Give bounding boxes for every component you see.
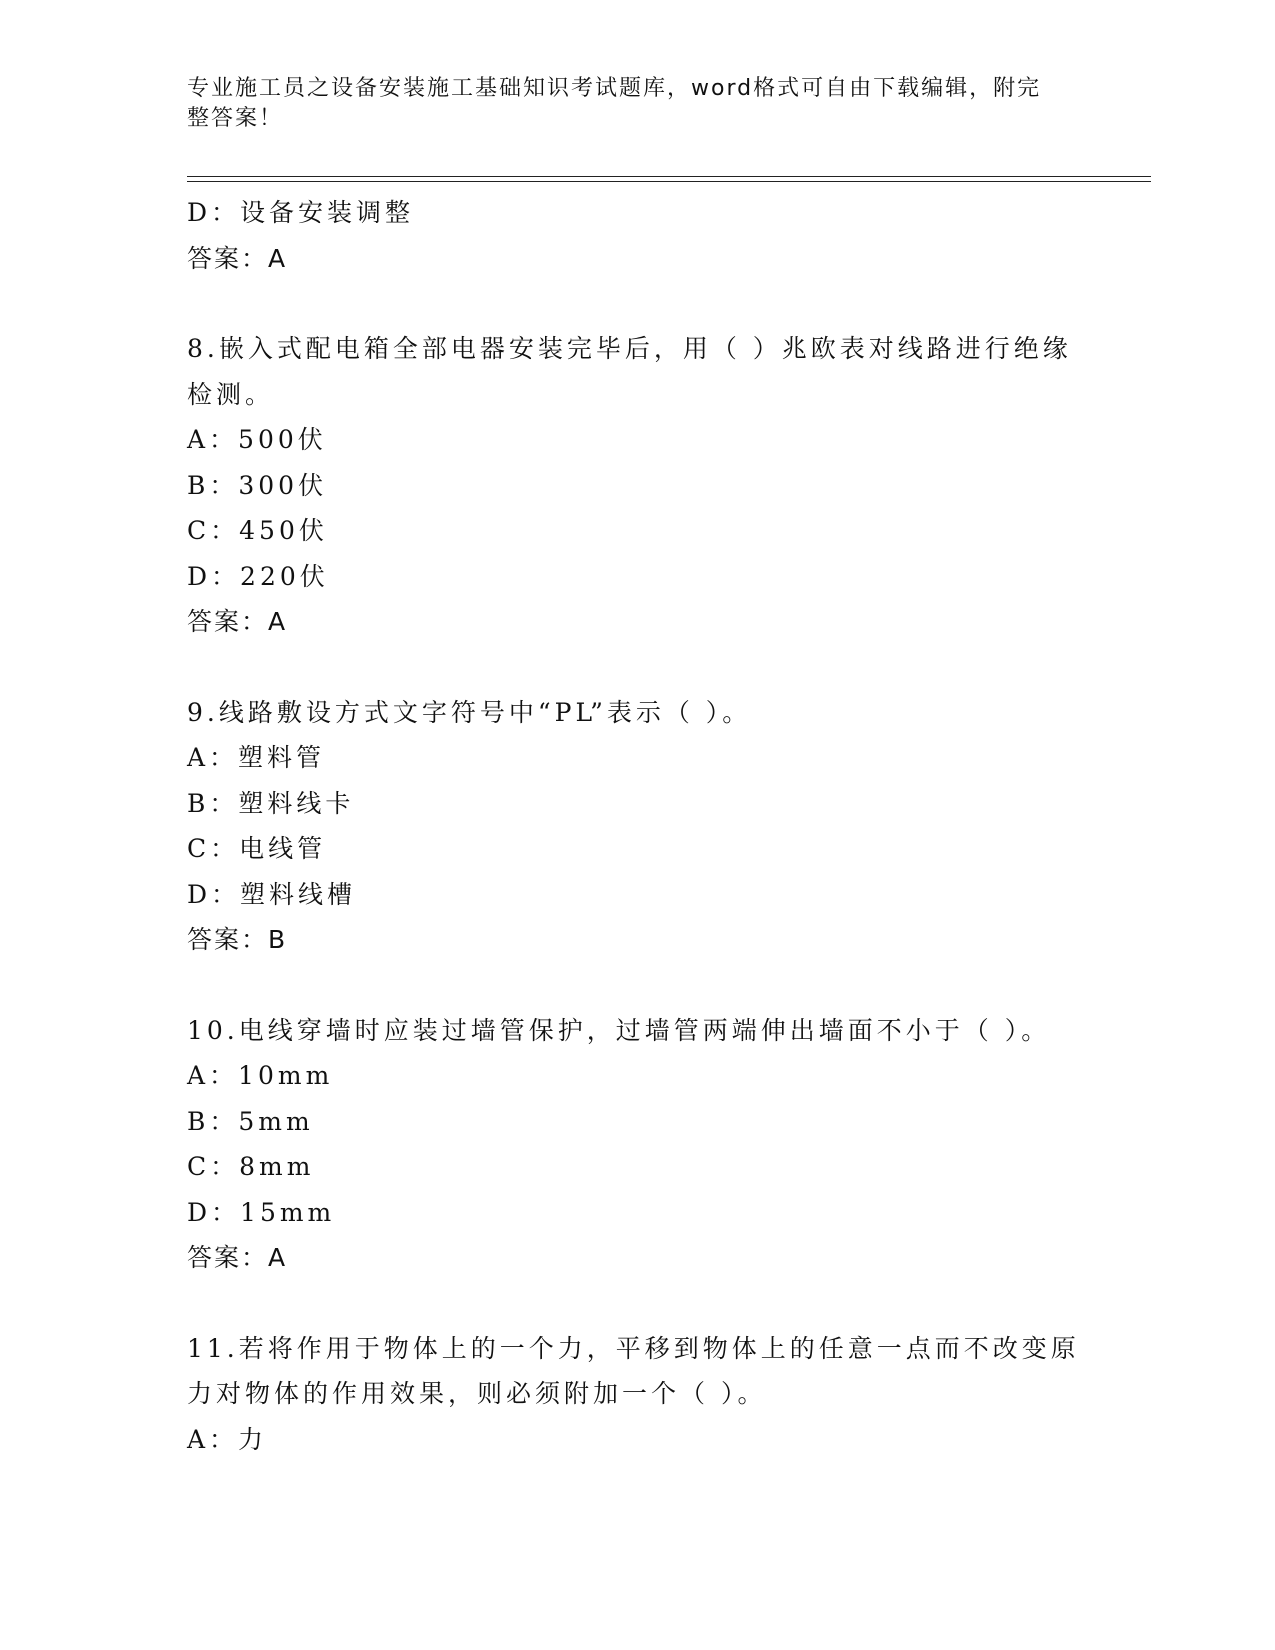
header-line-1: 专业施工员之设备安装施工基础知识考试题库，word格式可自由下载编辑，附完 (187, 76, 1042, 101)
question-stem: 8.嵌入式配电箱全部电器安装完毕后，用（ ）兆欧表对线路进行绝缘 (187, 334, 1072, 363)
option-c: C：电线管 (187, 834, 327, 863)
answer-line: 答案：A (187, 1243, 288, 1272)
option-a: A：10mm (187, 1061, 334, 1090)
option-d: D：设备安装调整 (187, 198, 415, 227)
header-line-2: 整答案！ (187, 106, 284, 131)
question-11 (187, 1326, 1087, 1463)
option-b: B：塑料线卡 (187, 788, 355, 818)
option-b: B：5mm (187, 1106, 314, 1136)
option-a: A：500伏 (187, 425, 327, 454)
question-8 (187, 326, 1087, 645)
option-d: D：15mm (187, 1197, 336, 1227)
document-header (187, 74, 1067, 134)
answer-line: 答案：A (187, 607, 288, 636)
option-d: D：塑料线槽 (187, 879, 357, 909)
option-d: D：220伏 (187, 561, 329, 591)
question-10 (187, 1008, 1087, 1281)
option-b: B：300伏 (187, 470, 328, 500)
question-9 (187, 690, 1087, 963)
question-stem: 10.电线穿墙时应装过墙管保护，过墙管两端伸出墙面不小于（ ）。 (187, 1015, 1051, 1045)
question-list (187, 190, 1087, 1462)
question-stem: 9.线路敷设方式文字符号中“PL”表示（ ）。 (187, 697, 752, 727)
header-divider-top (187, 176, 1151, 177)
question-stem-continued: 检测。 (187, 379, 275, 409)
option-a: A：力 (187, 1424, 268, 1454)
header-divider-bottom (187, 181, 1151, 182)
question-stem-continued: 力对物体的作用效果，则必须附加一个（ ）。 (187, 1379, 767, 1408)
answer-line: 答案：B (187, 925, 288, 954)
question-stem: 11.若将作用于物体上的一个力，平移到物体上的任意一点而不改变原 (187, 1333, 1080, 1363)
answer-line: 答案：A (187, 243, 288, 273)
option-c: C：450伏 (187, 516, 328, 545)
option-a: A：塑料管 (187, 743, 326, 772)
option-c: C：8mm (187, 1152, 315, 1181)
